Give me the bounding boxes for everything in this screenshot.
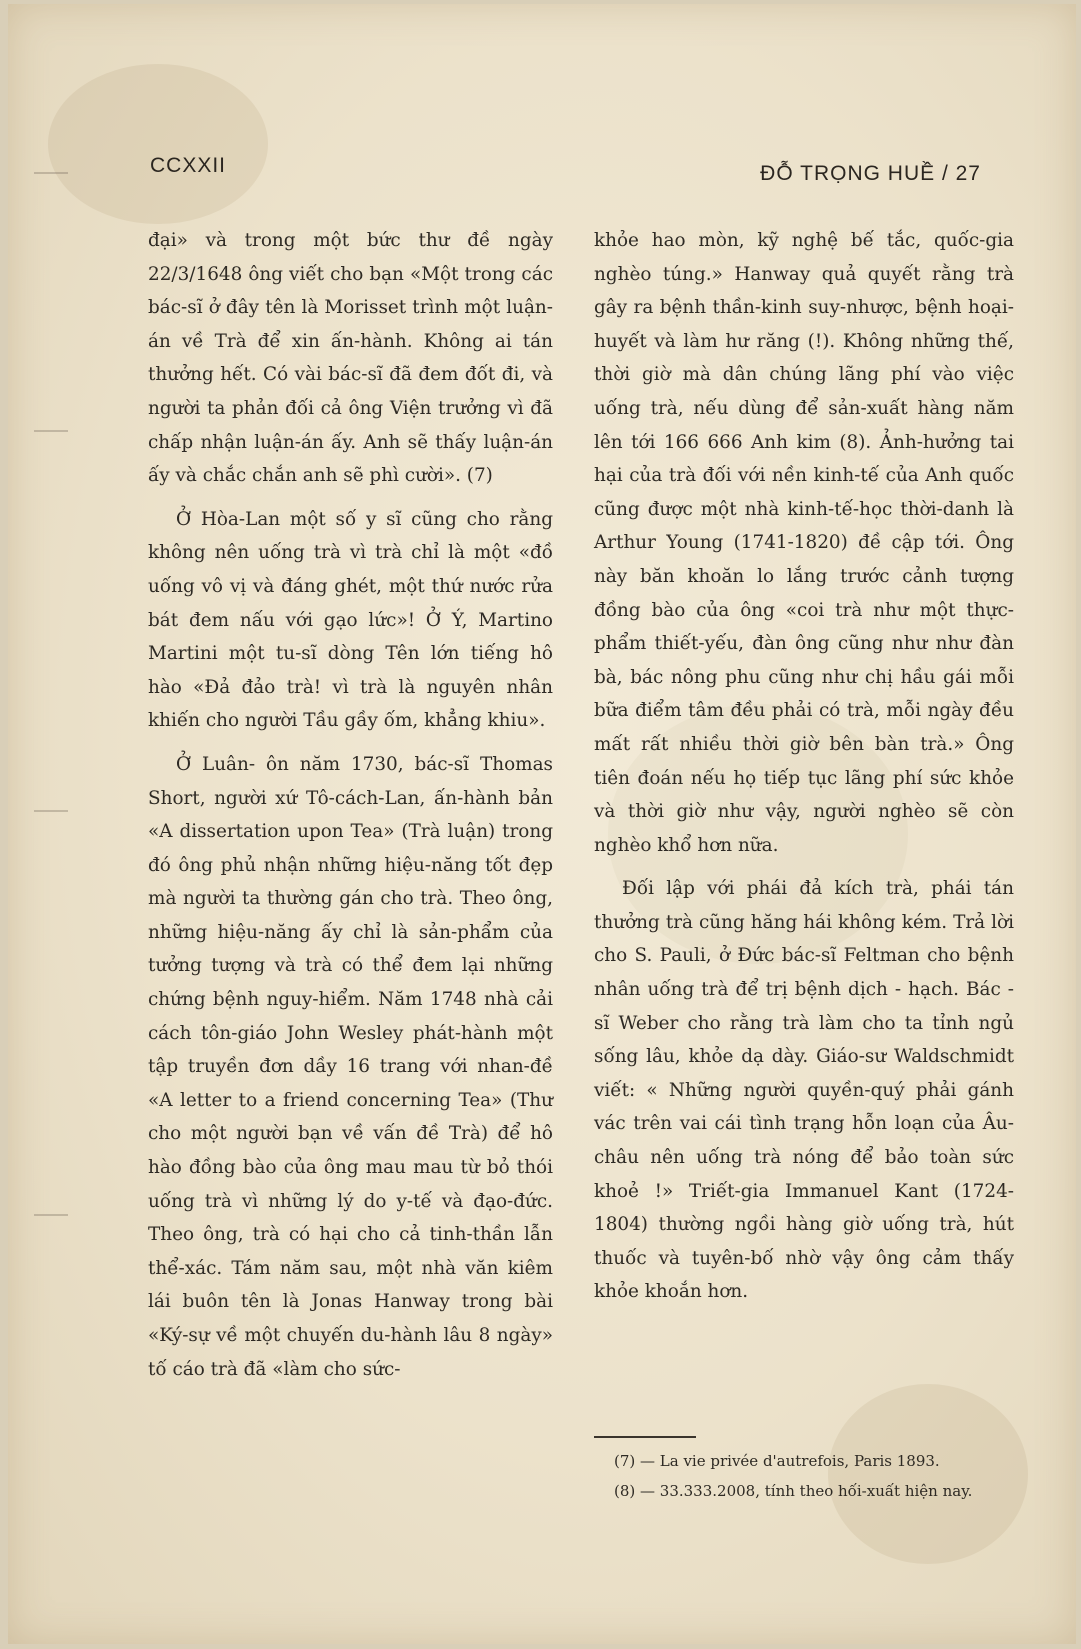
page-margin-mark bbox=[34, 172, 68, 174]
left-column bbox=[148, 224, 553, 1386]
page-margin-mark bbox=[34, 810, 68, 812]
right-paragraph-2: Đối lập với phái đả kích trà, phái tán thưởng trà cũng hăng hái không kém. Trả lời cho S. Pauli, ở Đức bác-sĩ Feltman cho bệnh nhân uống trà để trị bệnh dịch - hạch. Bác - sĩ Weber cho rằng trà làm cho ta tỉnh ngủ sống lâu, khỏe dạ dày. Giáo-sư Waldschmidt viết: « Những người quyền-quý phải gánh vác trên vai cái tình trạng hỗn loạn của Âu-châu nên uống trà nóng để bảo toàn sức khoẻ !» Triết-gia Immanuel Kant (1724-1804) thường ngồi hàng giờ uống trà, hút thuốc và tuyên-bố nhờ vậy ông cảm thấy khỏe khoắn hơn. bbox=[594, 878, 1014, 1303]
right-column bbox=[594, 224, 1014, 1309]
page-header-author-page: ĐỖ TRỌNG HUỀ / 27 bbox=[760, 162, 981, 185]
page-header-section-number: CCXXII bbox=[150, 154, 227, 177]
left-paragraph-3: Ở Luân- ôn năm 1730, bác-sĩ Thomas Short, người xứ Tô-cách-Lan, ấn-hành bản «A dissertation upon Tea» (Trà luận) trong đó ông phủ nhận những hiệu-năng tốt đẹp mà người ta thường gán cho trà. Theo ông, những hiệu-năng ấy chỉ là sản-phẩm của tưởng tượng và trà có thể đem lại những chứng bệnh nguy-hiểm. Năm 1748 nhà cải cách tôn-giáo John Wesley phát-hành một tập truyền đơn dầy 16 trang với nhan-đề «A letter to a friend concerning Tea» (Thư cho một người bạn về vấn đề Trà) để hô hào đồng bào của ông mau mau từ bỏ thói uống trà vì những lý do y-tế và đạo-đức. Theo ông, trà có hại cho cả tinh-thần lẫn thể-xác. Tám năm sau, một nhà văn kiêm lái buôn tên là Jonas Hanway trong bài «Ký-sự về một chuyến du-hành lâu 8 ngày» tố cáo trà đã «làm cho sức- bbox=[148, 753, 553, 1380]
footnote-divider bbox=[594, 1436, 696, 1438]
footnote-8: (8) — 33.333.2008, tính theo hối-xuất hiện nay. bbox=[614, 1482, 973, 1500]
page-margin-mark bbox=[34, 430, 68, 432]
right-paragraph-1: khỏe hao mòn, kỹ nghệ bế tắc, quốc-gia nghèo túng.» Hanway quả quyết rằng trà gây ra bệnh thần-kinh suy-nhược, bệnh hoại-huyết và làm hư răng (!). Không những thế, thời giờ mà dân chúng lãng phí vào việc uống trà, nếu dùng để sản-xuất hàng năm lên tới 166 666 Anh kim (8). Ảnh-hưởng tai hại của trà đối với nền kinh-tế của Anh quốc cũng được một nhà kinh-tế-học thời-danh là Arthur Young (1741-1820) đề cập tới. Ông này băn khoăn lo lắng trước cảnh tượng đồng bào của ông «coi trà như một thực-phẩm thiết-yếu, đàn ông cũng như như đàn bà, bác nông phu cũng như chị hầu gái mỗi bữa điểm tâm đều phải có trà, mỗi ngày đều mất rất nhiều thời giờ bên bàn trà.» Ông tiên đoán nếu họ tiếp tục lãng phí sức khỏe và thời giờ như vậy, người nghèo sẽ còn nghèo khổ hơn nữa. bbox=[594, 230, 1014, 856]
left-paragraph-2: Ở Hòa-Lan một số y sĩ cũng cho rằng không nên uống trà vì trà chỉ là một «đồ uống vô vị và đáng ghét, một thứ nước rửa bát đem nấu với gạo lức»! Ở Ý, Martino Martini một tu-sĩ dòng Tên lớn tiếng hô hào «Đả đảo trà! vì trà là nguyên nhân khiến cho người Tầu gầy ốm, khẳng khiu». bbox=[148, 508, 553, 732]
page-margin-mark bbox=[34, 1214, 68, 1216]
footnotes bbox=[594, 1448, 1014, 1504]
left-paragraph-1: đại» và trong một bức thư đề ngày 22/3/1648 ông viết cho bạn «Một trong các bác-sĩ ở đây tên là Morisset trình một luận-án về Trà để xin ấn-hành. Không ai tán thưởng hết. Có vài bác-sĩ đã đem đốt đi, và người ta phản đối cả ông Viện trưởng vì đã chấp nhận luận-án ấy. Anh sẽ thấy luận-án ấy và chắc chắn anh sẽ phì cười». (7) bbox=[148, 230, 553, 487]
book-page bbox=[8, 4, 1076, 1644]
footnote-7: (7) — La vie privée d'autrefois, Paris 1893. bbox=[614, 1452, 940, 1470]
